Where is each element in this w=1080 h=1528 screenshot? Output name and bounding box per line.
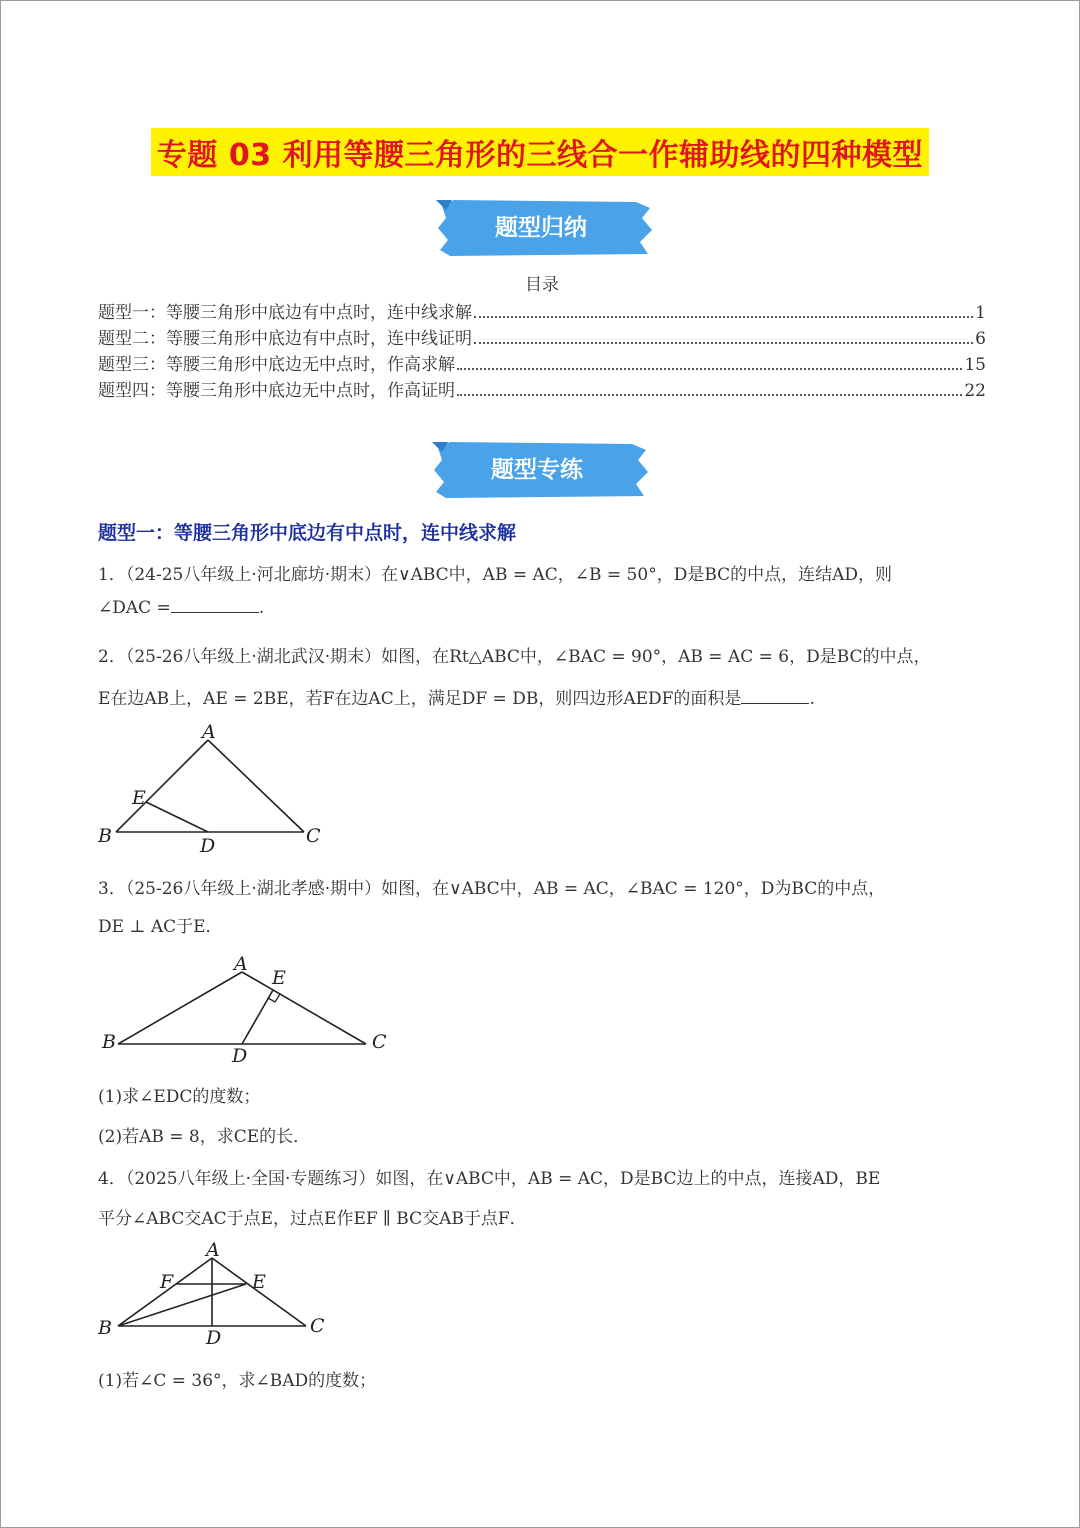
problem-3-line-2: DE ⊥ AC于E． xyxy=(98,917,223,937)
segment-AB xyxy=(116,740,208,832)
problem-1-line-1: 1．（24-25八年级上·河北廊坊·期末）在∨ABC中，AB = AC，∠B = 50°，D是BC的中点，连结AD，则 xyxy=(98,565,893,585)
problem-3-question-2: (2)若AB = 8，求CE的长． xyxy=(98,1127,311,1147)
problem-1-period: . xyxy=(258,598,265,618)
toc-item-page: 15 xyxy=(964,355,986,375)
toc-item-label: 题型三：等腰三角形中底边无中点时，作高求解 xyxy=(98,355,455,375)
problem-1-line-2 xyxy=(98,598,264,618)
toc-item-page: 1 xyxy=(975,303,986,323)
answer-blank[interactable] xyxy=(741,702,809,704)
toc-leader xyxy=(457,394,962,396)
label-D: D xyxy=(200,835,216,857)
answer-blank[interactable] xyxy=(171,611,259,613)
label-B: B xyxy=(98,1317,112,1339)
toc-item-label: 题型二：等腰三角形中底边有中点时，连中线证明 xyxy=(98,329,472,349)
segment-ED xyxy=(146,802,208,832)
label-B: B xyxy=(102,1031,116,1053)
label-F: F xyxy=(160,1271,174,1293)
problem-1-text: ∠DAC = xyxy=(98,598,171,618)
problem-3-question-1: (1)求∠EDC的度数； xyxy=(98,1087,261,1107)
segment-AB xyxy=(118,972,242,1044)
problem-4-line-2: 平分∠ABC交AC于点E，过点E作EF ∥ BC交AB于点F． xyxy=(98,1209,527,1229)
toc-item-label: 题型四：等腰三角形中底边无中点时，作高证明 xyxy=(98,381,455,401)
toc-heading: 目录 xyxy=(525,275,559,295)
toc-leader xyxy=(457,368,962,370)
figure-problem-4 xyxy=(94,1238,334,1350)
label-E: E xyxy=(272,967,286,989)
toc-leader xyxy=(474,342,973,344)
label-C: C xyxy=(306,825,321,847)
problem-4-question-1: (1)若∠C = 36°，求∠BAD的度数； xyxy=(98,1371,377,1391)
label-C: C xyxy=(310,1315,325,1337)
title-wrap xyxy=(0,128,1080,176)
label-B: B xyxy=(98,825,112,847)
label-E: E xyxy=(252,1271,266,1293)
problem-4-line-1: 4．（2025八年级上·全国·专题练习）如图，在∨ABC中，AB = AC，D是BC边上的中点，连接AD，BE xyxy=(98,1169,881,1189)
page-title: 专题 03 利用等腰三角形的三线合一作辅助线的四种模型 xyxy=(151,128,929,176)
label-A: A xyxy=(234,953,248,975)
problem-2-line-1: 2．（25-26八年级上·湖北武汉·期末）如图，在Rt△ABC中，∠BAC = 90°，AB = AC = 6，D是BC的中点， xyxy=(98,647,931,667)
section-heading: 题型一：等腰三角形中底边有中点时，连中线求解 xyxy=(98,522,517,544)
segment-BE xyxy=(118,1284,246,1326)
toc-item-page: 6 xyxy=(975,329,986,349)
label-D: D xyxy=(232,1045,248,1067)
problem-3-line-1: 3．（25-26八年级上·湖北孝感·期中）如图，在∨ABC中，AB = AC，∠BAC = 120°，D为BC的中点， xyxy=(98,879,886,899)
toc-item[interactable] xyxy=(98,298,986,323)
label-E: E xyxy=(132,787,146,809)
banner-practice-label: 题型专练 xyxy=(491,457,583,483)
banner-practice xyxy=(432,442,652,498)
toc-item[interactable] xyxy=(98,376,986,401)
banner-summary xyxy=(436,200,656,256)
segment-AC xyxy=(208,740,304,832)
problem-2-line-2 xyxy=(98,684,815,709)
figure-problem-3 xyxy=(96,950,396,1068)
toc-item-label: 题型一：等腰三角形中底边有中点时，连中线求解 xyxy=(98,303,472,323)
problem-2-period: . xyxy=(809,689,815,709)
segment-AC xyxy=(242,972,366,1044)
problem-2-text: E在边AB上，AE = 2BE，若F在边AC上，满足DF = DB，则四边形AEDF的面积是 xyxy=(98,689,742,709)
toc-leader xyxy=(474,316,973,318)
figure-problem-2 xyxy=(94,718,334,860)
label-A: A xyxy=(202,721,216,743)
label-A: A xyxy=(206,1239,220,1261)
label-C: C xyxy=(372,1031,387,1053)
toc-item[interactable] xyxy=(98,350,986,375)
toc-item-page: 22 xyxy=(964,381,986,401)
toc-item[interactable] xyxy=(98,324,986,349)
label-D: D xyxy=(206,1327,222,1349)
banner-summary-label: 题型归纳 xyxy=(495,215,587,241)
